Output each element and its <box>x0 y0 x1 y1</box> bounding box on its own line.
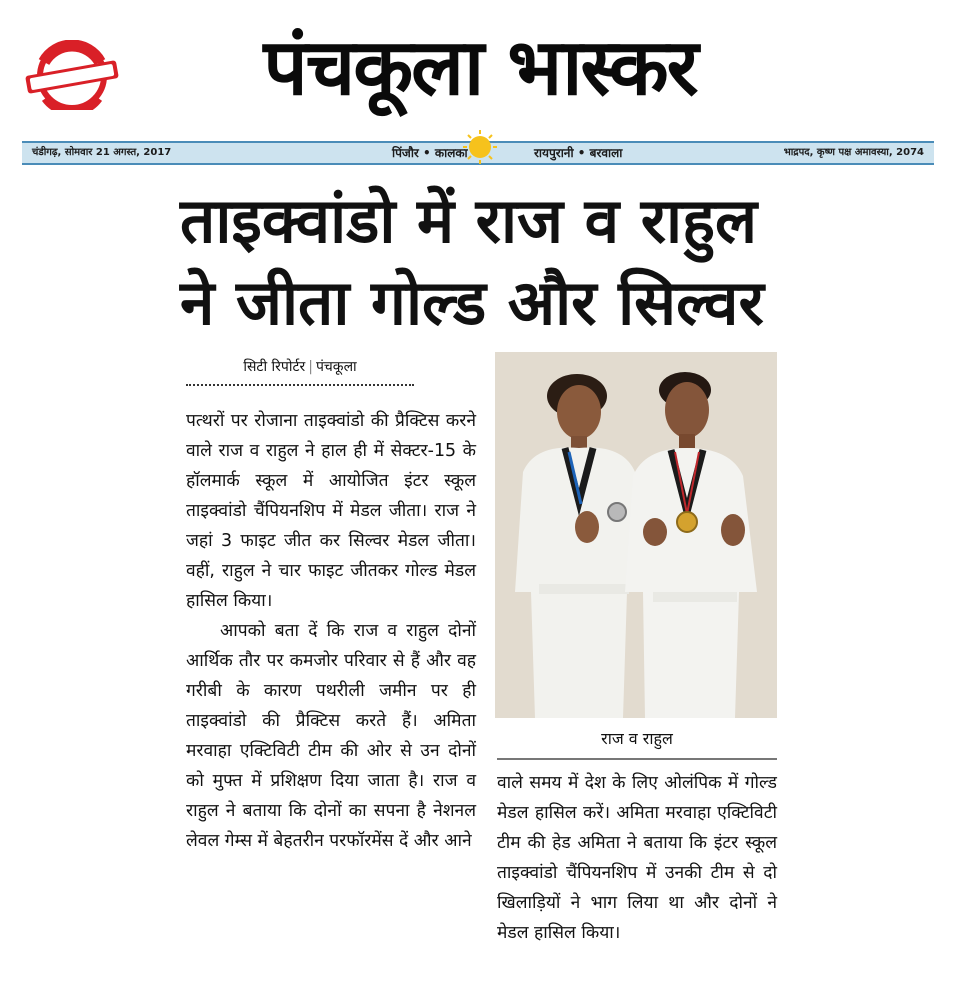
hindu-calendar-date: भाद्रपद, कृष्ण पक्ष अमावस्या, 2074 <box>783 147 924 158</box>
photo-caption: राज व राहुल <box>601 729 673 748</box>
headline <box>180 180 790 344</box>
headline-line-1: ताइक्वांडो में राज व राहुल <box>180 184 758 257</box>
byline-reporter: सिटी रिपोर्टर <box>243 359 306 375</box>
article-photo <box>495 352 777 718</box>
byline-place: पंचकूला <box>315 359 357 375</box>
article-column-1 <box>186 406 476 856</box>
article-paragraph-2-continued: वाले समय में देश के लिए ओलंपिक में गोल्ड मेडल हासिल करें। अमिता मरवाहा एक्टिविटी टीम की हेड अमिता ने बताया कि इंटर स्कूल ताइक्वांडो चैंपियनशिप में उनकी टीम से दो खिलाड़ियों ने भाग लिया था और दोनों ने मेडल हासिल किया। <box>497 773 777 943</box>
headline-line-2: ने जीता गोल्ड और सिल्वर <box>180 266 764 339</box>
byline-separator: | <box>308 359 313 375</box>
article-paragraph-1: पत्थरों पर रोजाना ताइक्वांडो की प्रैक्टिस करने वाले राज व राहुल ने हाल ही में सेक्टर-15 के हॉलमार्क स्कूल में आयोजित इंटर स्कूल ताइक्वांडो चैंपियनशिप में मेडल जीता। राज ने जहां 3 फाइट जीत कर सिल्वर मेडल जीता। वहीं, राहुल ने चार फाइट जीतकर गोल्ड मेडल हासिल किया। <box>186 411 476 611</box>
edition-areas-1: पिंजौर • कालका <box>392 146 468 160</box>
article-paragraph-2: आपको बता दें कि राज व राहुल दोनों आर्थिक तौर पर कमजोर परिवार से हैं और वह गरीबी के कारण पथरीली जमीन पर ही ताइक्वांडो की प्रैक्टिस करते हैं। अमिता मरवाहा एक्टिविटी टीम की ओर से उन दोनों को मुफ्त में प्रशिक्षण दिया जाता है। राज व राहुल ने बताया कि दोनों का सपना है नेशनल लेवल गेम्स में बेहतरीन परफॉरमेंस दें और आने <box>186 621 476 851</box>
edition-date: चंडीगढ़, सोमवार 21 अगस्त, 2017 <box>32 147 172 158</box>
byline <box>186 354 414 380</box>
dainik-bhaskar-logo <box>22 40 122 110</box>
edition-areas-2: रायपुरानी • बरवाला <box>534 146 623 160</box>
masthead-title: पंचकूला भास्कर <box>263 23 697 113</box>
article-column-2 <box>497 768 777 948</box>
caption-divider <box>497 758 777 760</box>
sun-icon <box>462 129 498 165</box>
byline-divider <box>186 384 414 386</box>
